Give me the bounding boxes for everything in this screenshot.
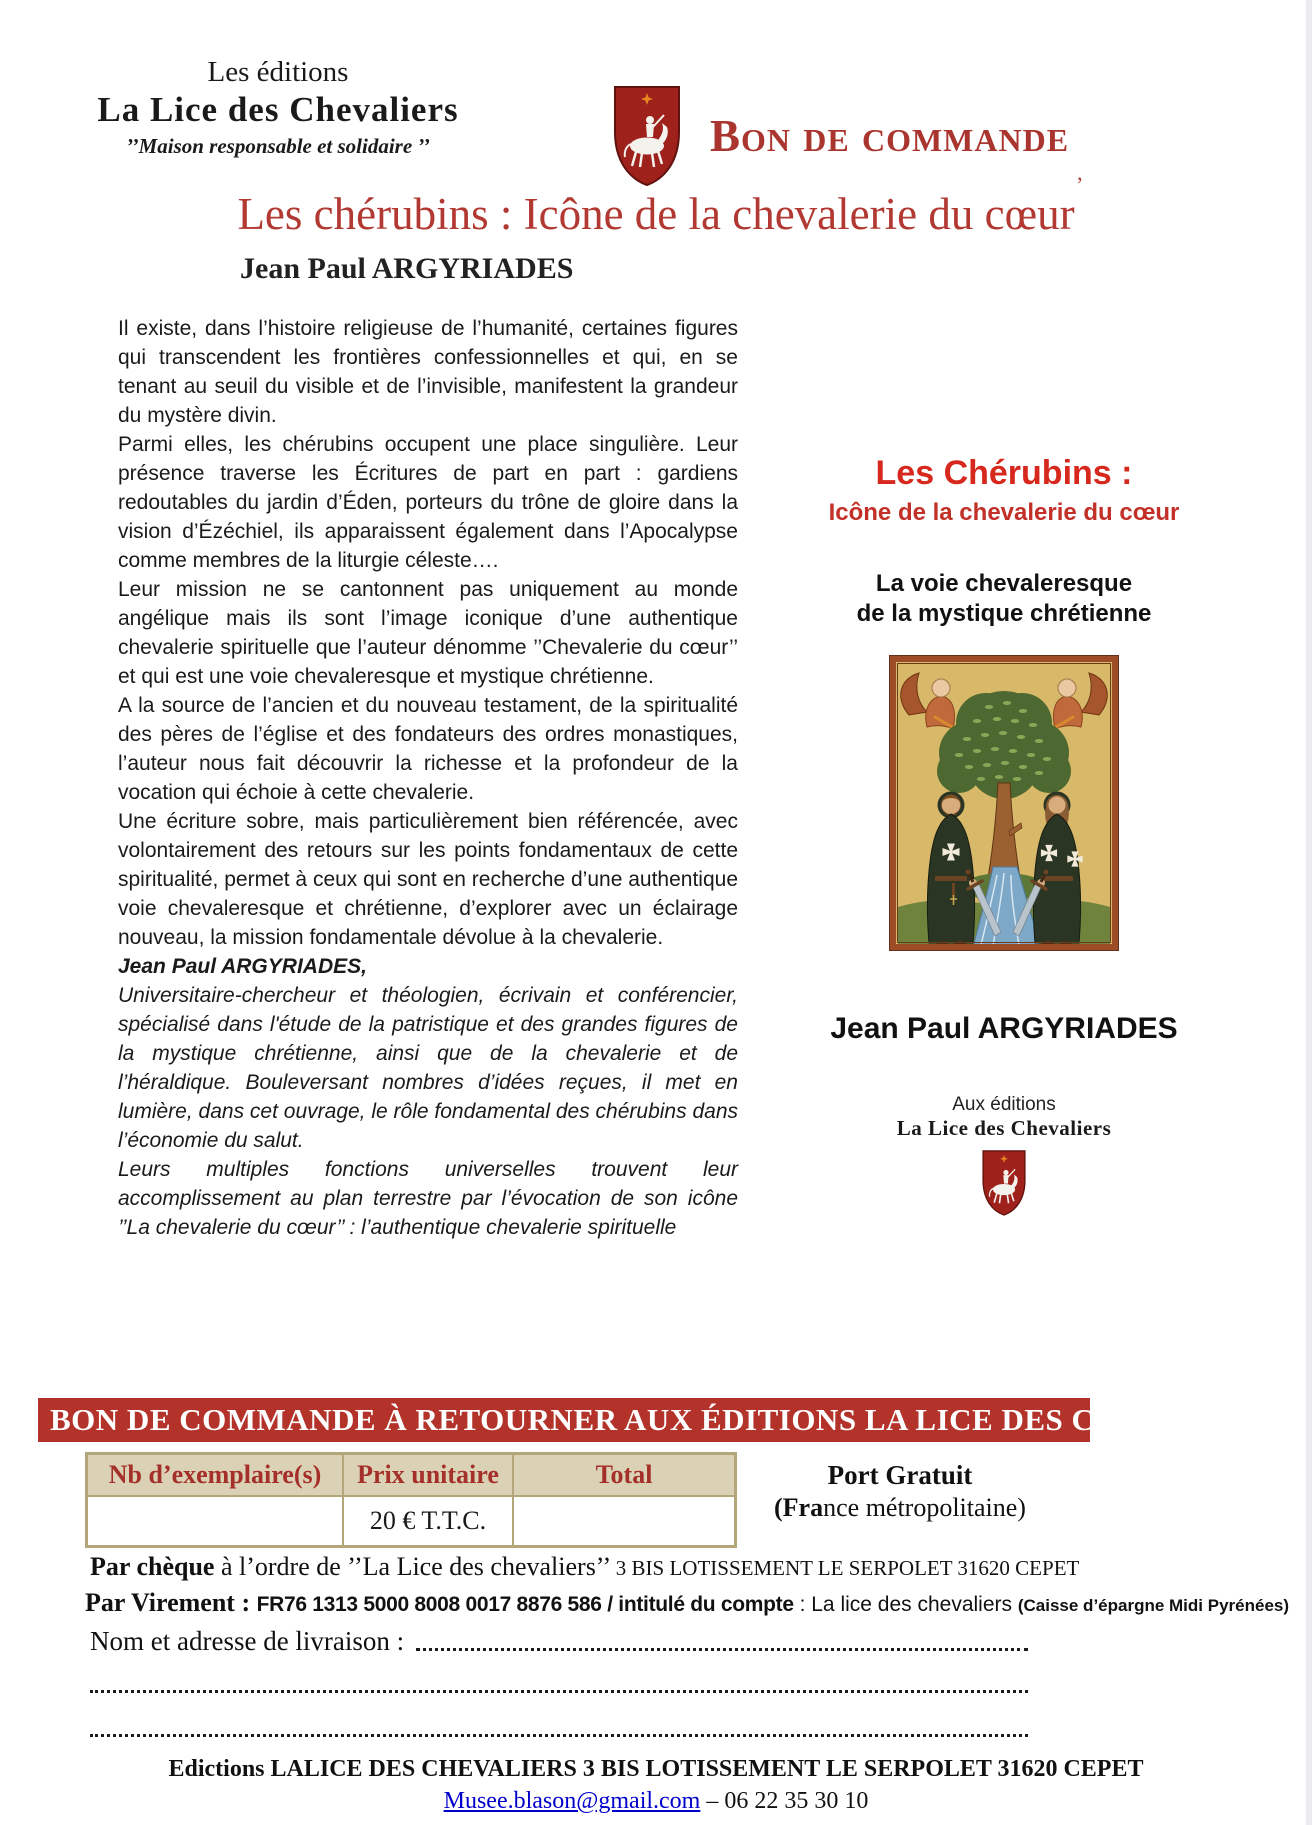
qty-column-header: Nb d’exemplaire(s) [87,1454,344,1497]
panel-crest [788,1149,1220,1222]
description-paragraph: Parmi elles, les chérubins occupent une place singulière. Leur présence traverse les Écritures de part en part : gardiens redoutables du jardin d’Éden, porteurs du trône de gloire dans la vision d’Ézéchiel, ils apparaissent également dans l’Apocalypse comme membres de la liturgie céleste…. [118,433,738,572]
panel-editions-label: Aux éditions [952,1094,1056,1115]
knight-shield-icon [612,84,682,188]
shipping-area-label: (France métropolitaine) [774,1493,1026,1522]
publisher-name: La Lice des Chevaliers [97,90,459,129]
order-banner: BON DE COMMANDE À RETOURNER AUX ÉDITIONS LA LICE DES CHEVALIERS [38,1398,1090,1442]
delivery-address-row [90,1626,1028,1657]
delivery-address-label: Nom et adresse de livraison : [90,1626,405,1656]
transfer-label: Par Virement : [85,1588,257,1617]
footer-address: Edictions LALICE DES CHEVALIERS 3 BIS LOTISSEMENT LE SERPOLET 31620 CEPET [168,1756,1144,1782]
total-column-header: Total [513,1454,736,1497]
footer-phone: – 06 22 35 30 10 [700,1788,869,1814]
panel-book-tagline: La voie chevaleresque de la mystique chrétienne [856,570,1152,627]
book-description [118,314,738,1242]
order-form-heading: Bon de commande [710,111,1070,161]
cheque-label: Par chèque [90,1552,215,1581]
description-paragraph: Une écriture sobre, mais particulièrement bien référencée, avec volontairement des retours sur les points fondamentaux de cette spiritualité, permet à ceux qui sont en recherche d’une authentique voie chevaleresque et chrétienne, d’explorer avec un éclairage nouveau, la mission fondamentale dévolue à la chevalerie. [118,810,738,949]
delivery-address-field[interactable] [90,1734,1028,1737]
book-panel [788,314,1220,1222]
bank-name: (Caisse d’épargne Midi Pyrénées) [1017,1596,1290,1615]
publisher-brand-block [88,56,468,159]
payment-transfer-line: Par Virement : FR76 1313 5000 8008 0017 8876 586 / intitulé du compte : La lice des chevaliers (Caisse d’épargne Midi Pyrénées) [85,1588,1290,1617]
panel-book-subtitle: Icône de la chevalerie du cœur [828,499,1180,526]
description-paragraph: A la source de l’ancien et du nouveau testament, de la spiritualité des pères de l’église et des fondateurs des ordres monastiques, l’auteur nous fait découvrir la richesse et la profondeur de la vocation qui échoie à cette chevalerie. [118,694,738,804]
description-paragraph: Leur mission ne se cantonnent pas uniquement au monde angélique mais ils sont l’image iconique d’une authentique chevalerie spirituelle que l’auteur dénomme ’’Chevalerie du cœur’’ et qui est une voie chevaleresque et mystique chrétienne. [118,578,738,688]
quantity-cell[interactable] [87,1496,344,1547]
cheque-address: 3 BIS LOTISSEMENT LE SERPOLET 31620 CEPET [615,1556,1080,1580]
panel-book-title: Les Chérubins : [875,454,1133,492]
stray-quote-mark: ’ [1076,172,1084,197]
author-bio-heading: Jean Paul ARGYRIADES, [118,955,367,978]
publisher-editions-prefix: Les éditions [207,56,349,88]
page-edge [1306,0,1312,1825]
author-bio-paragraph: Leurs multiples fonctions universelles trouvent leur accomplissement au plan terrestre par l’évocation de son icône ’’La chevalerie du cœur’’ : l’authentique chevalerie spirituelle [118,1158,738,1239]
contact-email-link[interactable]: Musee.blason@gmail.com [443,1788,701,1814]
shipping-info [700,1460,1100,1523]
account-name: La lice des chevaliers [811,1593,1018,1616]
knight-shield-icon [981,1149,1027,1217]
iban-value: FR76 1313 5000 8008 0017 8876 586 / intitulé du compte [256,1593,794,1616]
order-table-value-row [87,1496,736,1547]
price-column-header: Prix unitaire [343,1454,513,1497]
book-cover-image [788,655,1220,956]
order-table-header-row [87,1454,736,1497]
publisher-tagline: ’’Maison responsable et solidaire ’’ [126,134,430,158]
footer-contact [0,1788,1312,1815]
delivery-address-field[interactable] [90,1690,1028,1693]
delivery-address-field[interactable] [416,1648,1028,1651]
unit-price-cell: 20 € T.T.C. [343,1496,513,1547]
order-table [85,1452,737,1548]
shipping-free-label: Port Gratuit [827,1460,973,1490]
description-paragraph: Il existe, dans l’histoire religieuse de l’humanité, certaines figures qui transcendent les frontières confessionnelles et qui, en se tenant au seuil du visible et de l’invisible, manifestent la grandeur du mystère divin. [118,317,738,427]
panel-editions-name: La Lice des Chevaliers [896,1116,1112,1140]
payment-cheque-line: Par chèque à l’ordre de ’’La Lice des chevaliers’’ 3 BIS LOTISSEMENT LE SERPOLET 31620 CEPET [90,1552,1080,1581]
book-title: Les chérubins : Icône de la chevalerie du cœur [237,189,1075,239]
author-bio-paragraph: Universitaire-chercheur et théologien, écrivain et conférencier, spécialisé dans l'étude de la patristique et des grandes figures de la mystique chrétienne, ainsi que de la chevalerie et de l’héraldique. Bouleversant nombres d’idées reçues, il met en lumière, dans cet ouvrage, le rôle fondamental des chérubins dans l’économie du salut. [118,984,738,1152]
book-author: Jean Paul ARGYRIADES [240,252,574,285]
book-cover-illustration [889,655,1119,951]
panel-author-name: Jean Paul ARGYRIADES [830,1012,1178,1045]
